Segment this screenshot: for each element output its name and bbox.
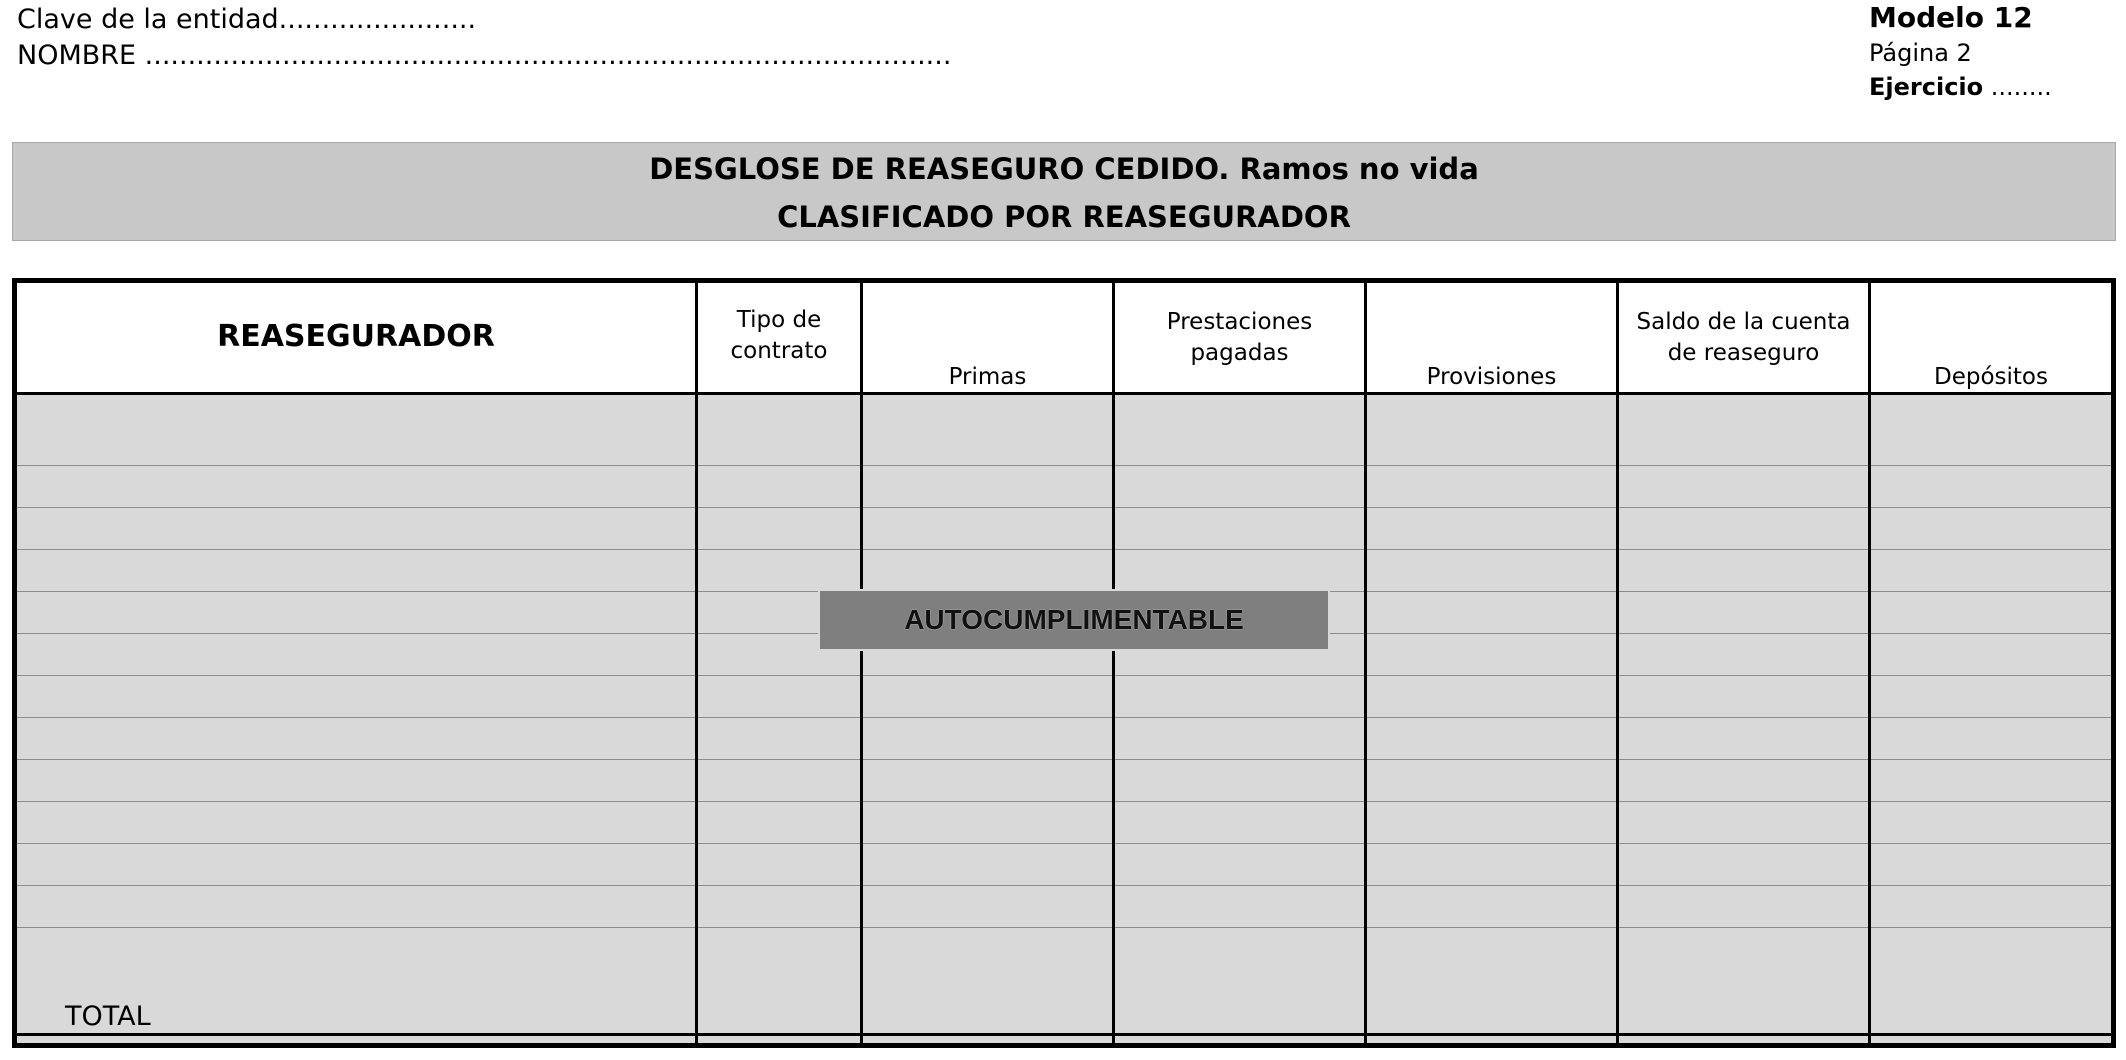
col-header-tipo-line2: contrato xyxy=(730,338,828,364)
row-divider xyxy=(17,717,2111,718)
title-line-1: DESGLOSE DE REASEGURO CEDIDO. Ramos no vida xyxy=(649,152,1479,186)
autocumplimentable-label: AUTOCUMPLIMENTABLE xyxy=(904,604,1244,635)
col-header-provisiones xyxy=(1367,283,1616,395)
col-header-depositos-label: Depósitos xyxy=(1934,364,2048,390)
total-label: TOTAL xyxy=(65,1001,151,1032)
reinsurance-table xyxy=(12,278,2116,1048)
column-divider xyxy=(1364,283,1367,1043)
model-info xyxy=(1869,0,2052,104)
col-header-provisiones-label: Provisiones xyxy=(1426,364,1557,390)
column-divider xyxy=(860,283,863,1043)
row-divider xyxy=(17,843,2111,844)
pagina-label: Página 2 xyxy=(1869,39,1972,67)
col-header-tipo-line1: Tipo de xyxy=(736,307,822,333)
col-header-tipo-contrato xyxy=(698,283,860,395)
col-header-saldo-line2: de reaseguro xyxy=(1667,340,1820,366)
row-divider xyxy=(17,465,2111,466)
ejercicio-field xyxy=(1869,70,2052,104)
col-header-reasegurador: REASEGURADOR xyxy=(217,318,495,354)
column-divider xyxy=(1868,283,1871,1043)
column-divider xyxy=(1616,283,1619,1043)
row-divider xyxy=(17,801,2111,802)
ejercicio-label: Ejercicio xyxy=(1869,73,1984,101)
row-divider xyxy=(17,507,2111,508)
total-divider xyxy=(17,1033,2111,1036)
col-header-prestaciones xyxy=(1115,283,1364,395)
row-divider xyxy=(17,927,2111,928)
row-divider xyxy=(17,675,2111,676)
column-divider xyxy=(1112,283,1115,1043)
col-header-primas xyxy=(863,283,1112,395)
col-header-saldo xyxy=(1619,283,1868,395)
row-divider xyxy=(17,885,2111,886)
modelo-label: Modelo 12 xyxy=(1869,1,2033,34)
column-divider xyxy=(695,283,698,1043)
title-line-2: CLASIFICADO POR REASEGURADOR xyxy=(777,200,1351,234)
entity-header xyxy=(17,2,951,74)
col-header-primas-label: Primas xyxy=(948,364,1027,390)
col-header-depositos xyxy=(1871,283,2111,395)
clave-entidad-label: Clave de la entidad....................... xyxy=(17,4,477,35)
row-divider xyxy=(17,759,2111,760)
ejercicio-dots: ........ xyxy=(1990,73,2052,101)
col-header-prestaciones-line1: Prestaciones xyxy=(1166,309,1313,335)
title-band xyxy=(12,142,2116,241)
col-header-prestaciones-line2: pagadas xyxy=(1190,340,1289,366)
row-divider xyxy=(17,549,2111,550)
nombre-label: NOMBRE .............................................................................................. xyxy=(17,40,952,71)
col-header-saldo-line1: Saldo de la cuenta xyxy=(1636,309,1851,335)
autocumplimentable-button[interactable] xyxy=(818,589,1330,651)
